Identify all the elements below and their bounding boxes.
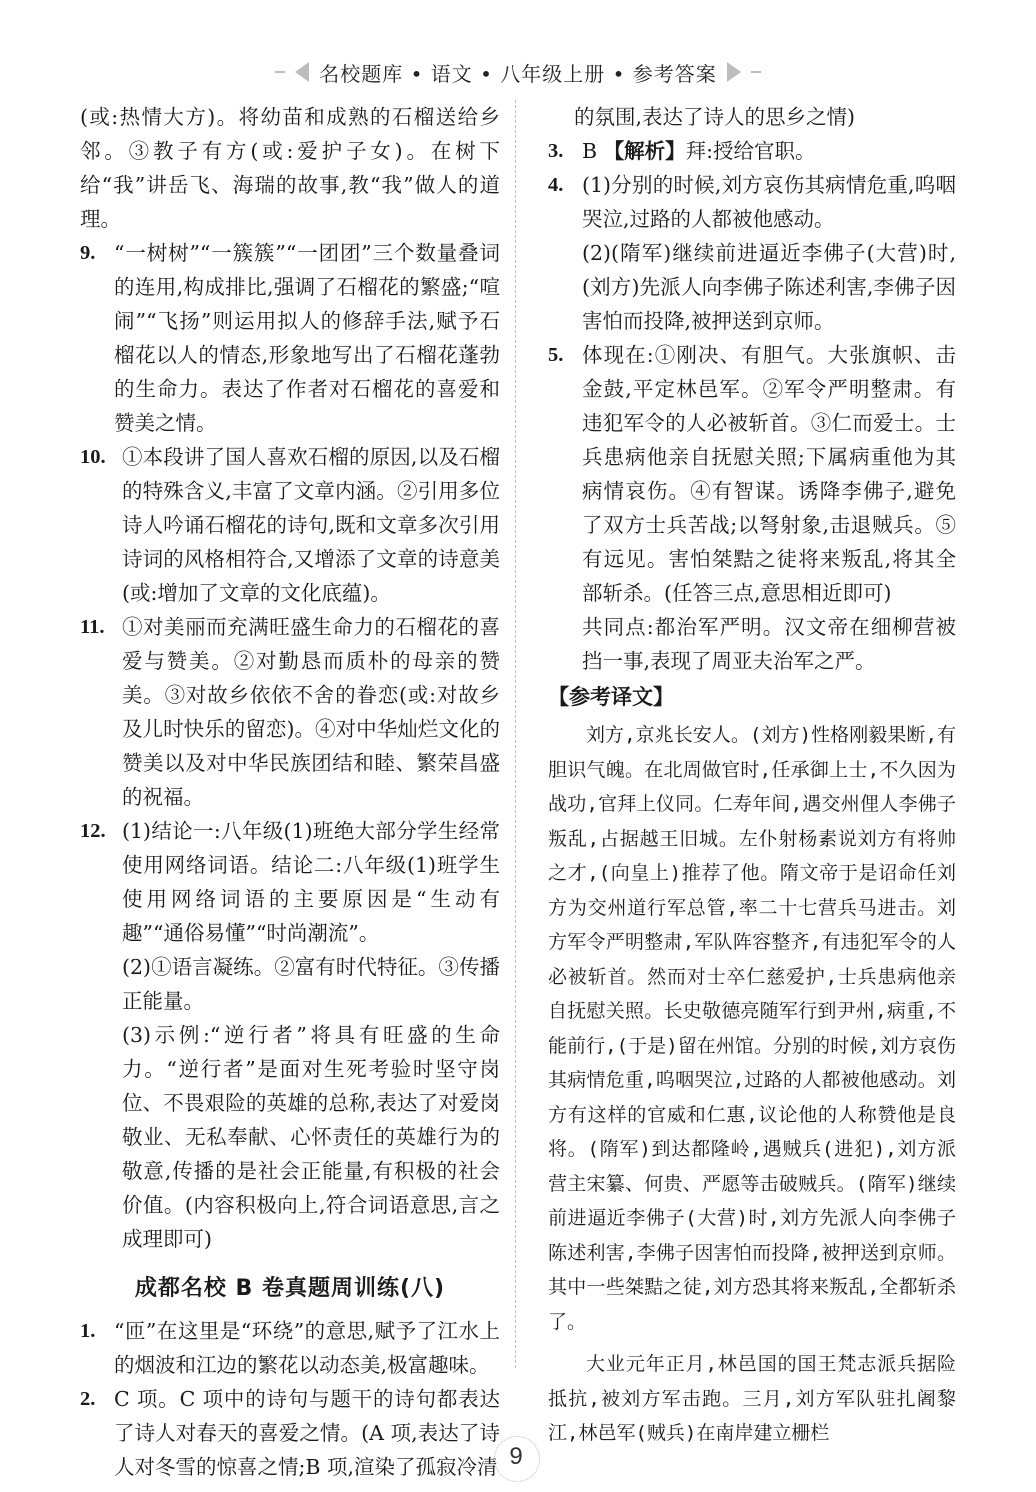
answer-5-text: 体现在:①刚决、有胆气。大张旗帜、击金鼓,平定林邑军。②军令严明整肃。有违犯军令的人必被斩首。③仁而爱士。士兵患病他亲自抚慰关照;下属病重他为其病情哀伤。④有智谋。诱降李佛子,避免了双方士兵苦战;以弩射象,击退贼兵。⑤有远见。害怕桀黠之徒将来叛乱,将其全部斩杀。(任答三点,意思相近即可) bbox=[582, 343, 956, 605]
section-title: 成都名校 B 卷真题周训练(八) bbox=[134, 1276, 446, 1301]
header-left-arrow-icon bbox=[295, 62, 309, 82]
answer-number: 12. bbox=[80, 820, 106, 842]
analysis-tag: 【解析】 bbox=[603, 139, 686, 163]
answer-number: 11. bbox=[80, 616, 105, 638]
answer-10 bbox=[80, 440, 500, 610]
b-answer-5 bbox=[548, 338, 956, 678]
answer-number: 5. bbox=[548, 344, 564, 366]
page-header bbox=[0, 52, 1036, 92]
b-answer-3 bbox=[548, 134, 956, 168]
answer-text: ①本段讲了国人喜欢石榴的原因,以及石榴的特殊含义,丰富了文章内涵。②引用多位诗人吟诵石榴花的诗句,既和文章多次引用诗词的风格相符合,又增添了文章的诗意美(或:增加了文章的文化底蕴)。 bbox=[122, 445, 500, 605]
answer-8-continuation: (或:热情大方)。将幼苗和成熟的石榴送给乡邻。③教子有方(或:爱护子女)。在树下给“我”讲岳飞、海瑞的故事,教“我”做人的道理。 bbox=[80, 105, 500, 231]
b-answer-2 bbox=[80, 1382, 500, 1484]
answer-11 bbox=[80, 610, 500, 814]
answer-4-part-1: (1)分别的时候,刘方哀伤其病情危重,呜咽哭泣,过路的人都被他感动。 bbox=[582, 173, 956, 231]
analysis-text: 拜:授给官职。 bbox=[685, 139, 816, 163]
answer-9 bbox=[80, 236, 500, 440]
answer-number: 1. bbox=[80, 1320, 96, 1342]
header-right-dash bbox=[751, 71, 761, 73]
answer-number: 4. bbox=[548, 174, 564, 196]
header-title: 名校题库 • 语文 • 八年级上册 • 参考答案 bbox=[319, 61, 717, 86]
answer-text bbox=[582, 134, 956, 168]
answer-text bbox=[582, 168, 956, 338]
answer-12 bbox=[80, 814, 500, 950]
answer-number: 9. bbox=[80, 242, 96, 264]
answer-number: 2. bbox=[80, 1388, 96, 1410]
answer-text: ①对美丽而充满旺盛生命力的石榴花的喜爱与赞美。②对勤恳而质朴的母亲的赞美。③对故乡依依不舍的眷恋(或:对故乡及儿时快乐的留恋)。④对中华灿烂文化的赞美以及对中华民族团结和睦、繁荣昌盛的祝福。 bbox=[122, 615, 500, 809]
header-right-arrow-icon bbox=[727, 62, 741, 82]
answer-text: C 项。C 项中的诗句与题干的诗句都表达了诗人对春天的喜爱之情。(A 项,表达了诗人对冬雪的惊喜之情;B 项,渲染了孤寂冷清 bbox=[114, 1387, 500, 1479]
column-divider bbox=[515, 100, 516, 1368]
left-column bbox=[80, 100, 500, 1484]
answer-text: “一树树”“一簇簇”“一团团”三个数量叠词的连用,构成排比,强调了石榴花的繁盛;“喧闹”“飞扬”则运用拟人的修辞手法,赋予石榴花以人的情态,形象地写出了石榴花蓬勃的生命力。表达了作者对石榴花的喜爱和赞美之情。 bbox=[114, 241, 500, 435]
header-left-dash bbox=[275, 71, 285, 73]
reference-translation-title: 【参考译文】 bbox=[548, 685, 674, 709]
b-answer-1 bbox=[80, 1314, 500, 1382]
answer-choice: B bbox=[582, 139, 598, 163]
page-footer bbox=[488, 1432, 544, 1488]
answer-2-continuation: 的氛围,表达了诗人的思乡之情) bbox=[574, 105, 856, 129]
header-bar bbox=[275, 58, 761, 87]
answer-12-part-2: (2)①语言凝练。②富有时代特征。③传播正能量。 bbox=[122, 955, 500, 1013]
answer-text bbox=[582, 338, 956, 678]
answer-12-part-3: (3)示例:“逆行者”将具有旺盛的生命力。“逆行者”是面对生死考验时坚守岗位、不畏艰险的英雄的总称,表达了对爱岗敬业、无私奉献、心怀责任的英雄行为的敬意,传播的是社会正能量,有积极的社会价值。(内容积极向上,符合词语意思,言之成理即可) bbox=[122, 1023, 500, 1251]
translation-paragraph: 大业元年正月,林邑国的国王梵志派兵据险抵抗,被刘方军击跑。三月,刘方军队驻扎阇黎江,林邑军(贼兵)在南岸建立栅栏 bbox=[548, 1353, 956, 1444]
answer-number: 3. bbox=[548, 140, 564, 162]
b-answer-4 bbox=[548, 168, 956, 338]
answer-number: 10. bbox=[80, 446, 106, 468]
answer-text: “匝”在这里是“环绕”的意思,赋予了江水上的烟波和江边的繁花以动态美,极富趣味。 bbox=[114, 1319, 500, 1377]
answer-4-part-2: (2)(隋军)继续前进逼近李佛子(大营)时,(刘方)先派人向李佛子陈述利害,李佛子因害怕而投降,被押送到京师。 bbox=[582, 241, 956, 333]
page-number: 9 bbox=[509, 1443, 523, 1470]
answer-5-common: 共同点:都治军严明。汉文帝在细柳营被挡一事,表现了周亚夫治军之严。 bbox=[582, 615, 956, 673]
right-column bbox=[548, 100, 956, 1451]
answer-text: (1)结论一:八年级(1)班绝大部分学生经常使用网络词语。结论二:八年级(1)班学生使用网络词语的主要原因是“生动有趣”“通俗易懂”“时尚潮流”。 bbox=[122, 819, 500, 945]
translation-paragraph: 刘方,京兆长安人。(刘方)性格刚毅果断,有胆识气魄。在北周做官时,任承御上士,不久因为战功,官拜上仪同。仁寿年间,遇交州俚人李佛子叛乱,占据越王旧城。左仆射杨素说刘方有将帅之才,(向皇上)推荐了他。隋文帝于是诏命任刘方为交州道行军总管,率二十七营兵马进击。刘方军令严明整肃,军队阵容整齐,有违犯军令的人必被斩首。然而对士卒仁慈爱护,士兵患病他亲自抚慰关照。长史敬德亮随军行到尹州,病重,不能前行,(于是)留在州馆。分别的时候,刘方哀伤其病情危重,呜咽哭泣,过路的人都被他感动。刘方有这样的官威和仁惠,议论他的人称赞他是良将。(隋军)到达都隆岭,遇贼兵(进犯),刘方派营主宋纂、何贵、严愿等击破贼兵。(隋军)继续前进逼近李佛子(大营)时,刘方先派人向李佛子陈述利害,李佛子因害怕而投降,被押送到京师。其中一些桀黠之徒,刘方恐其将来叛乱,全都斩杀了。 bbox=[548, 724, 956, 1333]
